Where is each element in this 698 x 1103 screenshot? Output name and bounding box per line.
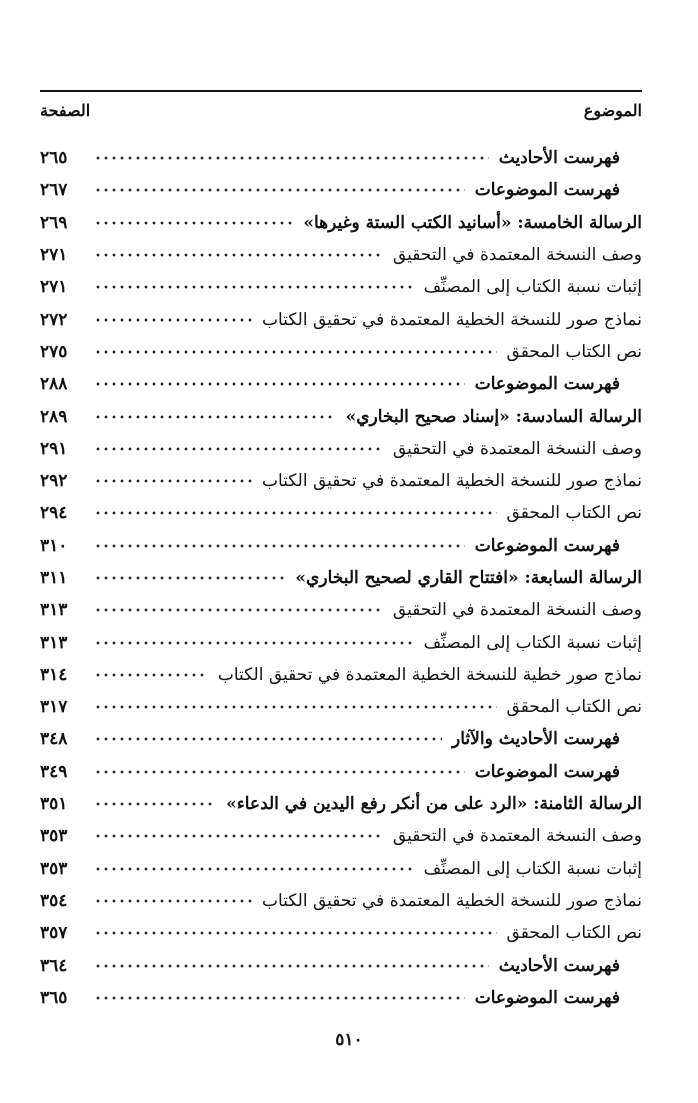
toc-entry [40,400,642,432]
entry-title: نماذج صور خطية للنسخة الخطية المعتمدة في تحقيق الكتاب [217,664,642,685]
toc-entry [40,949,642,981]
entry-title: إثبات نسبة الكتاب إلى المصنِّف [423,858,642,879]
entry-page: ٢٦٩ [40,212,68,233]
toc-entry [40,174,642,206]
entry-title: نص الكتاب المحقق [506,697,642,718]
entry-page: ٣١١ [40,568,68,588]
entry-page: ٢٩١ [40,438,68,459]
entry-page: ٣٥٤ [40,890,68,911]
entry-title: فهرست الموضوعات [474,987,620,1008]
toc-entry [40,530,642,562]
entry-page: ٣٦٤ [40,955,68,976]
entry-title: وصف النسخة المعتمدة في التحقيق [392,245,642,266]
entry-page: ٢٨٨ [40,374,68,395]
topic-column-label: الموضوع [583,100,642,120]
toc-entry [40,239,642,271]
entry-page: ٣٥٣ [40,858,68,879]
entry-title: نماذج صور للنسخة الخطية المعتمدة في تحقيق الكتاب [261,890,642,911]
leader-dots [94,471,252,491]
entry-title: إثبات نسبة الكتاب إلى المصنِّف [423,277,642,298]
leader-dots [94,213,293,233]
leader-dots [94,923,497,943]
entry-page: ٣٦٥ [40,987,68,1008]
leader-dots [94,407,336,427]
leader-dots [94,697,497,717]
leader-dots [94,600,383,620]
entry-page: ٣٥١ [40,794,68,815]
toc-entry [40,917,642,949]
toc-entry [40,788,642,820]
entry-page: ٣١٠ [40,535,68,556]
toc-header [40,96,642,124]
entry-title: وصف النسخة المعتمدة في التحقيق [392,600,642,621]
leader-dots [94,439,383,459]
leader-dots [94,794,216,814]
entry-title: نص الكتاب المحقق [506,341,642,362]
leader-dots [94,665,208,685]
toc-entry [40,497,642,529]
leader-dots [94,956,489,976]
toc-entry [40,885,642,917]
entry-title: نماذج صور للنسخة الخطية المعتمدة في تحقيق الكتاب [261,471,642,492]
toc-entry [40,368,642,400]
toc-entry [40,691,642,723]
leader-dots [94,568,285,588]
entry-title: فهرست الموضوعات [474,180,620,201]
header-rule [40,90,642,92]
entry-page: ٣١٣ [40,632,68,653]
entry-title: فهرست الموضوعات [474,535,620,556]
entry-title: فهرست الأحاديث [498,148,620,169]
toc-list [40,142,642,1014]
entry-page: ٢٧١ [40,277,68,298]
leader-dots [94,891,252,911]
entry-page: ٣٤٩ [40,761,68,782]
leader-dots [94,310,252,330]
toc-entry [40,303,642,335]
toc-entry [40,336,642,368]
entry-page: ٢٩٢ [40,471,68,492]
entry-title: نص الكتاب المحقق [506,503,642,524]
leader-dots [94,277,414,297]
leader-dots [94,503,497,523]
page-column-label: الصفحة [40,100,91,120]
toc-entry [40,853,642,885]
entry-title: الرسالة الثامنة: «الرد على من أنكر رفع اليدين في الدعاء» [226,794,642,815]
entry-page: ٢٦٥ [40,148,68,169]
entry-page: ٣٥٣ [40,826,68,847]
entry-page: ٣١٤ [40,664,68,685]
leader-dots [94,536,465,556]
entry-title: الرسالة الخامسة: «أسانيد الكتب الستة وغيرها» [303,212,642,233]
entry-page: ٣٤٨ [40,729,68,750]
toc-entry [40,562,642,594]
leader-dots [94,148,489,168]
toc-entry [40,594,642,626]
entry-page: ٢٧٢ [40,309,68,330]
toc-entry [40,626,642,658]
entry-page: ٢٧١ [40,245,68,266]
entry-page: ٢٨٩ [40,406,68,427]
entry-page: ٣٥٧ [40,923,68,944]
toc-entry [40,433,642,465]
entry-title: الرسالة السادسة: «إسناد صحيح البخاري» [345,406,642,427]
toc-entry [40,207,642,239]
leader-dots [94,342,497,362]
leader-dots [94,988,465,1008]
leader-dots [94,826,383,846]
leader-dots [94,633,414,653]
leader-dots [94,245,383,265]
entry-page: ٣١٣ [40,600,68,621]
toc-entry [40,142,642,174]
toc-entry [40,465,642,497]
entry-title: فهرست الأحاديث والآثار [452,729,620,750]
toc-entry [40,271,642,303]
entry-page: ٢٧٥ [40,341,68,362]
entry-title: وصف النسخة المعتمدة في التحقيق [392,826,642,847]
toc-entry [40,723,642,755]
toc-entry [40,659,642,691]
toc-entry [40,756,642,788]
entry-page: ٣١٧ [40,697,68,718]
leader-dots [94,180,465,200]
entry-page: ٢٦٧ [40,180,68,201]
entry-title: فهرست الأحاديث [498,955,620,976]
entry-title: نماذج صور للنسخة الخطية المعتمدة في تحقيق الكتاب [261,309,642,330]
entry-title: فهرست الموضوعات [474,374,620,395]
toc-entry [40,820,642,852]
entry-title: إثبات نسبة الكتاب إلى المصنِّف [423,632,642,653]
leader-dots [94,762,465,782]
toc-entry [40,982,642,1014]
entry-title: وصف النسخة المعتمدة في التحقيق [392,438,642,459]
leader-dots [94,729,442,749]
entry-title: فهرست الموضوعات [474,761,620,782]
page-number: ٥١٠ [335,1030,363,1050]
leader-dots [94,859,414,879]
entry-title: نص الكتاب المحقق [506,923,642,944]
entry-title: الرسالة السابعة: «افتتاح القاري لصحيح البخاري» [295,568,642,588]
leader-dots [94,374,465,394]
entry-page: ٢٩٤ [40,503,68,524]
